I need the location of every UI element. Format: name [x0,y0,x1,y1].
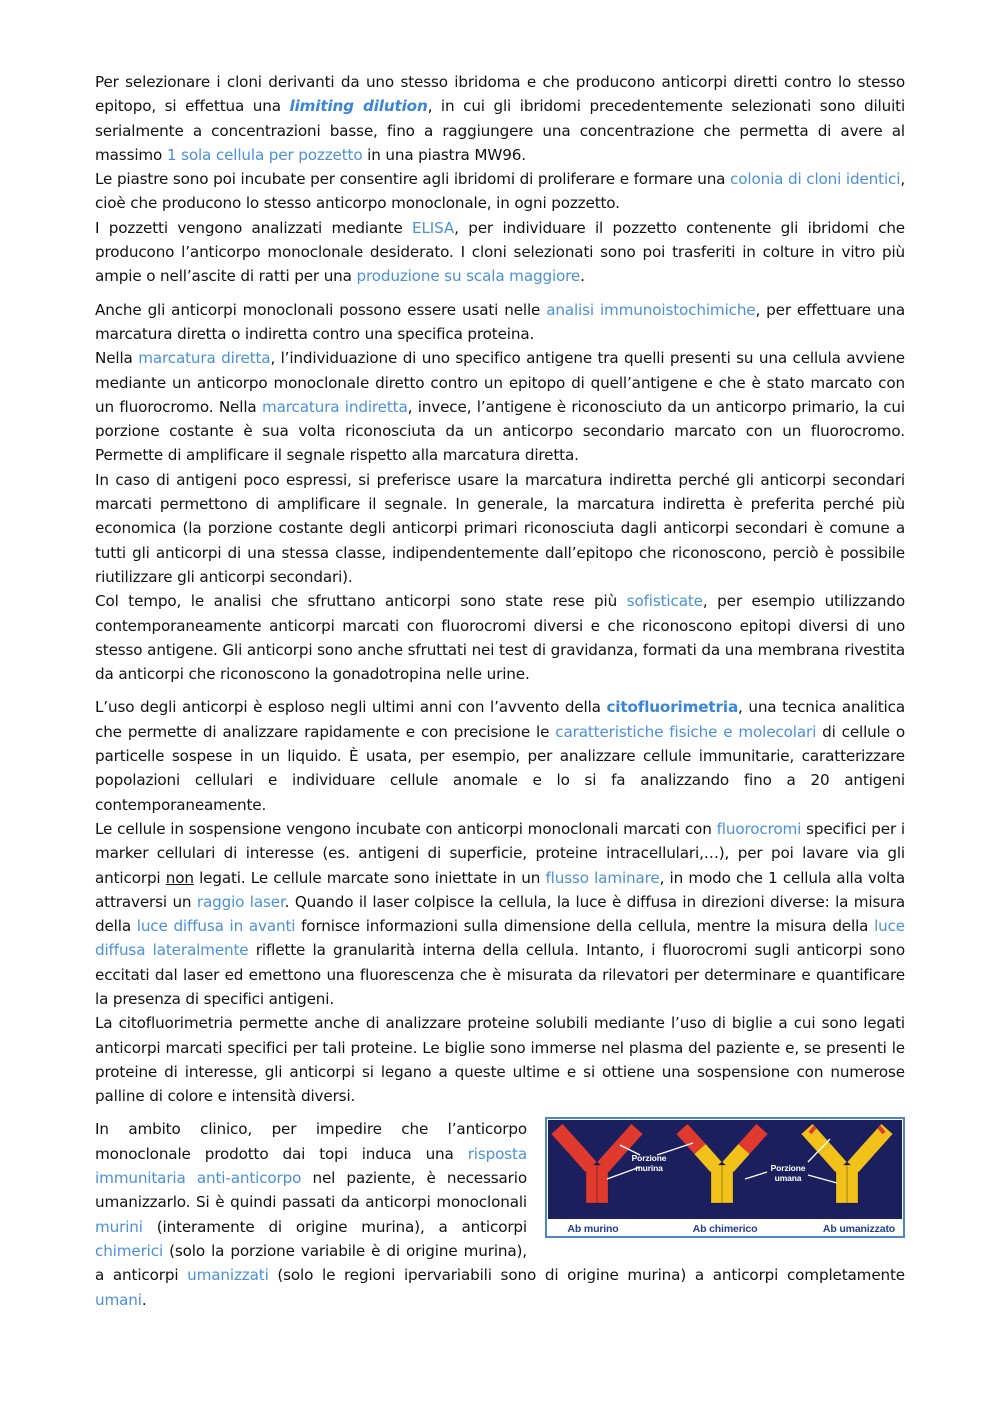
antibody-diagram [545,1117,905,1238]
paragraph-cell-suspension: Le cellule in sospensione vengono incubate con anticorpi monoclonali marcati con fluorocromi specifici per i marker cellulari di interesse (es. antigeni di superficie, proteine intracellulari,…), per poi lavare via gli anticorpi non legati. Le cellule marcate sono iniettate in un flusso laminare, in modo che 1 cellula alla volta attraversi un raggio laser. Quando il laser colpisce la cellula, la luce è diffusa in direzioni diverse: la misura della luce diffusa in avanti fornisce informazioni sulla dimensione della cellula, mentre la misura della luce diffusa lateralmente riflette la granularità interna della cellula. Intanto, i fluorocromi sugli anticorpi sono eccitati dal laser ed emettono una fluorescenza che è misurata da rilevatori per determinare e quantificare la presenza di specifici antigeni. [95,819,906,1008]
paragraph-low-expression: In caso di antigeni poco espressi, si preferisce usare la marcatura indiretta perché gli anticorpi secondari marcati permettono di amplificare il segnale. In generale, la marcatura indiretta è preferita perché più economica (la porzione costante degli anticorpi primari riconosciuta dagli anticorpi secondari è comune a tutti gli anticorpi di una stessa classe, indipendentemente dall’epitopo che riconoscono, perciò è possibile riutilizzare gli anticorpi secondari). [95,470,905,586]
underlined-non: non [165,868,194,887]
paragraph-limiting-dilution: Per selezionare i cloni derivanti da uno stesso ibridoma e che producono anticorpi diretti contro lo stesso epitopo, si effettua una limiting dilution, in cui gli ibridomi precedentemente selezionati sono diluiti serialmente a concentrazioni basse, fino a raggiungere una concentrazione che permetta di avere al massimo 1 sola cellula per pozzetto in una piastra MW96. [95,73,906,164]
highlight-physical-molecular: caratteristiche fisiche e molecolari [555,722,817,741]
highlight-humanized: umanizzati [187,1266,269,1285]
highlight-immunohistochemistry: analisi immunoistochimiche [546,300,756,319]
paragraph-sophisticated: Col tempo, le analisi che sfruttano anticorpi sono state rese più sofisticate, per esempio utilizzando contemporaneamente anticorpi marcati con fluorocromi diversi e che riconoscono epitopi diversi di uno stesso antigene. Gli anticorpi sono anche sfruttati nei test di gravidanza, formati da una membrana rivestita da anticorpi che riconoscono la gonadotropina nelle urine. [95,592,905,684]
highlight-indirect-labeling: marcatura indiretta [261,397,408,416]
highlight-elisa: ELISA [412,218,455,237]
highlight-side-scatter: luce diffusa lateralmente [95,917,906,960]
label-murine-portion: Porzione murina [631,1153,667,1174]
paragraph-cytofluorimetry: L’uso degli anticorpi è esploso negli ultimi anni con l’avvento della citofluorimetria, una tecnica analitica che permette di analizzare rapidamente e con precisione le caratteristiche fisiche e molecolari di cellule o particelle sospese in un liquido. È usata, per esempio, per analizzare cellule immunitarie, caratterizzare popolazioni cellulari e individuare cellule anomale e lo si fa analizzando fino a 20 antigeni contemporaneamente. [95,698,905,814]
highlight-large-scale: produzione su scala maggiore [356,267,581,286]
caption-chimeric: Ab chimerico [692,1223,758,1236]
highlight-chimeric: chimerici [95,1241,164,1260]
highlight-direct-labeling: marcatura diretta [138,349,271,368]
highlight-laser-beam: raggio laser [196,892,285,911]
document-page [95,70,905,1312]
highlight-forward-scatter: luce diffusa in avanti [136,917,296,936]
caption-humanized: Ab umanizzato [822,1223,896,1236]
highlight-murine: murini [95,1217,143,1236]
highlight-cytofluorimetry: citofluorimetria [606,698,739,717]
paragraph-elisa: I pozzetti vengono analizzati mediante ELISA, per individuare il pozzetto contenente gli ibridomi che producono l’anticorpo monoclonale desiderato. I cloni selezionati sono poi trasferiti in colture in vitro più ampie o nell’ascite di ratti per una produzione su scala maggiore. [95,218,905,286]
paragraph-direct-indirect-labeling: Nella marcatura diretta, l’individuazione di uno specifico antigene tra quelli presenti su una cellula avviene mediante un anticorpo monoclonale diretto contro un epitopo di quell’antigene e che è stato marcato con un fluorocromo. Nella marcatura indiretta, invece, l’antigene è riconosciuto da un anticorpo primario, la cui porzione costante è sua volta riconosciuta da un anticorpo secondario marcato con un fluorocromo. Permette di amplificare il segnale rispetto alla marcatura diretta. [95,349,905,465]
paragraph-humanization: Porzione murina Porzione umana Ab murino Ab chimerico Ab umanizzato In ambito clinico, per impedire che l’anticorpo monoclonale prodotto dai topi induca una risposta immunitaria anti-anticorpo nel paziente, è necessario umanizzarlo. Si è quindi passati da anticorpi monoclonali murini (interamente di origine murina), a anticorpi chimerici (solo la porzione variabile è di origine murina), a anticorpi umanizzati (solo le regioni ipervariabili sono di origine murina) a anticorpi completamente umani. [95,1117,905,1311]
paragraph-immunohistochemistry: Anche gli anticorpi monoclonali possono essere usati nelle analisi immunoistochimiche, per effettuare una marcatura diretta o indiretta contro una specifica proteina. [95,300,905,343]
highlight-sophisticated: sofisticate [626,592,703,611]
caption-murine: Ab murino [567,1223,619,1236]
highlight-laminar-flow: flusso laminare [545,868,660,887]
highlight-anti-antibody-response: risposta immunitaria anti-anticorpo [95,1144,527,1188]
highlight-limiting-dilution: limiting dilution [289,97,428,116]
paragraph-plates: Le piastre sono poi incubate per consentire agli ibridomi di proliferare e formare una colonia di cloni identici, cioè che producono lo stesso anticorpo monoclonale, in ogni pozzetto. [95,170,905,213]
highlight-human: umani [95,1290,142,1309]
label-human-portion: Porzione umana [770,1163,806,1184]
highlight-single-cell: 1 sola cellula per pozzetto [166,145,363,164]
antibody-humanization-figure [545,1117,905,1238]
highlight-fluorochromes: fluorocromi [716,819,802,838]
highlight-clone-colony: colonia di cloni identici [730,170,901,189]
paragraph-beads: La citofluorimetria permette anche di analizzare proteine solubili mediante l’uso di biglie a cui sono legati anticorpi marcati specifici per tali proteine. Le biglie sono immerse nel plasma del paziente e, se presenti le proteine di interesse, gli anticorpi si legano a queste ultime e si ottiene una sospensione con numerose palline di colore e intensità diversi. [95,1014,905,1106]
